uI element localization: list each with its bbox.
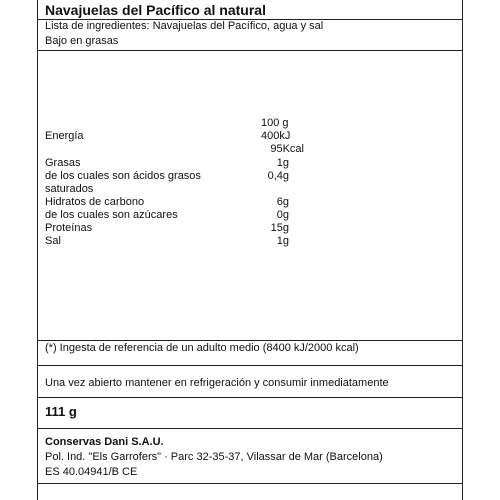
divider-weight [37, 397, 463, 398]
nutrition-row-label: Energía [45, 130, 84, 142]
net-weight: 111 g [45, 404, 77, 419]
nutrition-row-label: Grasas [45, 157, 81, 169]
divider-company [37, 428, 463, 429]
company-address: Pol. Ind. "Els Garrofers" · Parc 32-35-37, Vilassar de Mar (Barcelona) [45, 451, 383, 463]
nutrition-row-value: 95Kcal [270, 143, 304, 155]
nutrition-row-label: de los cuales son azúcares [45, 209, 178, 221]
nutrition-per-label: 100 g [261, 117, 289, 129]
nutrition-row-value: 15g [270, 222, 289, 234]
ingredients-list: Lista de ingredientes: Navajuelas del Pacífico, agua y sal [45, 20, 324, 32]
label-frame [37, 0, 463, 500]
company-name: Conservas Dani S.A.U. [45, 436, 164, 448]
nutrition-row-value: 1g [276, 235, 289, 247]
nutrition-row-value: 1g [276, 157, 289, 169]
nutrition-row-label: de los cuales son ácidos grasos [45, 170, 201, 182]
health-registry-number: ES 40.04941/B CE [45, 466, 138, 478]
nutrition-row-value: 0g [276, 209, 289, 221]
nutrition-row-value: 0,4g [267, 170, 289, 182]
nutrition-row-label: saturados [45, 183, 94, 195]
nutrition-row-label: Hidratos de carbono [45, 196, 145, 208]
divider-storage [37, 365, 463, 366]
nutrition-claim: Bajo en grasas [45, 35, 119, 47]
divider-footnote [37, 340, 463, 341]
divider-bottom [37, 483, 463, 484]
storage-instructions: Una vez abierto mantener en refrigeración y consumir inmediatamente [45, 377, 389, 389]
nutrition-row-value: 400kJ [261, 130, 291, 142]
reference-intake-footnote: (*) Ingesta de referencia de un adulto medio (8400 kJ/2000 kcal) [45, 342, 359, 354]
nutrition-row-value: 6g [276, 196, 289, 208]
product-title: Navajuelas del Pacífico al natural [45, 2, 266, 18]
divider-header [37, 50, 463, 51]
nutrition-row-label: Proteínas [45, 222, 93, 234]
nutrition-row-label: Sal [45, 235, 61, 247]
